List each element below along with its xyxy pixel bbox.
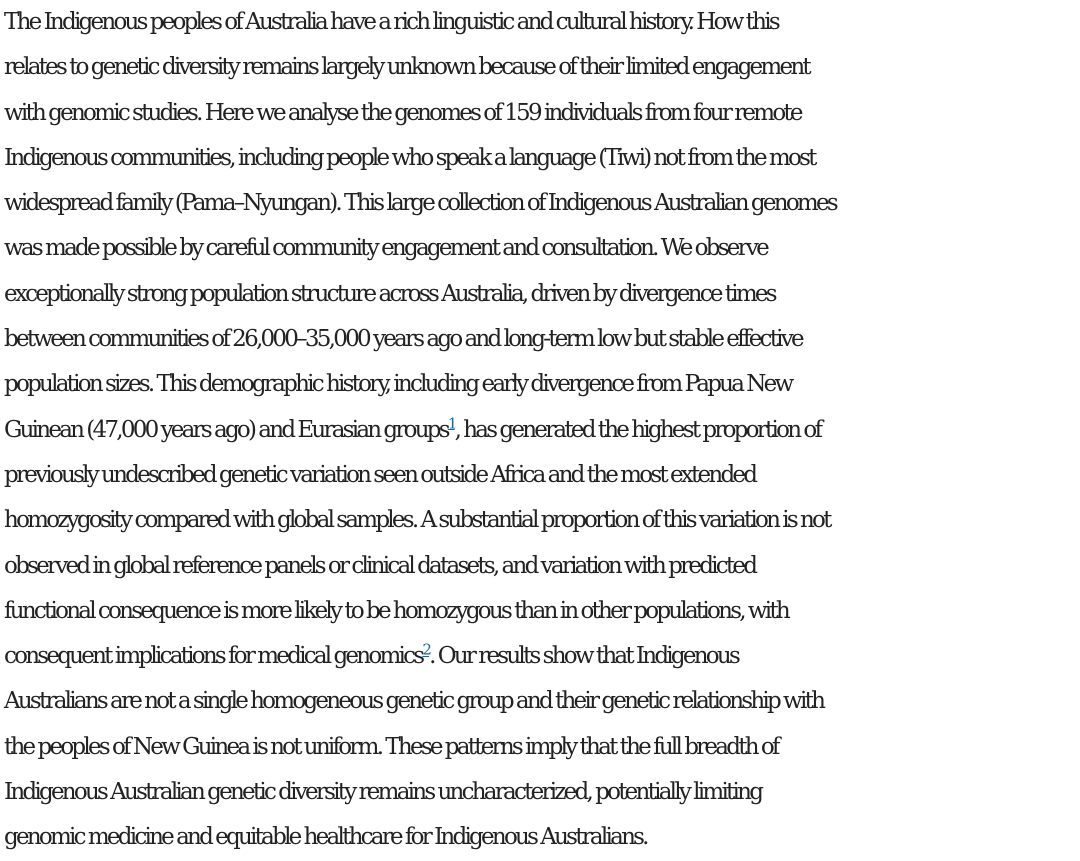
abstract-line: Indigenous Australian genetic diversity remains uncharacterized, potentially limiting — [4, 779, 762, 806]
abstract-text: . Our results show that Indigenous — [429, 643, 739, 670]
abstract-line: population sizes. This demographic history, including early divergence from Papua New — [4, 371, 792, 398]
abstract-line: The Indigenous peoples of Australia have a rich linguistic and cultural history. How this — [4, 9, 778, 35]
abstract-line: relates to genetic diversity remains largely unknown because of their limited engagement — [4, 54, 809, 81]
abstract-paragraph — [4, 0, 1080, 861]
abstract-line-with-ref — [4, 634, 1080, 679]
abstract-line: with genomic studies. Here we analyse the genomes of 159 individuals from four remote — [4, 99, 801, 126]
abstract-line: between communities of 26,000–35,000 years ago and long-term low but stable effective — [4, 326, 802, 353]
reference-link-2[interactable]: 2 — [422, 640, 430, 659]
abstract-line: Indigenous communities, including people who speak a language (Tiwi) not from the most — [4, 144, 815, 171]
abstract-line: functional consequence is more likely to be homozygous than in other populations, with — [4, 597, 788, 624]
reference-link-1[interactable]: 1 — [447, 414, 455, 433]
abstract-line: was made possible by careful community engagement and consultation. We observe — [4, 235, 767, 262]
abstract-text: Guinean (47,000 years ago) and Eurasian groups — [4, 416, 448, 443]
abstract-line: the peoples of New Guinea is not uniform. These patterns imply that the full breadth of — [4, 733, 778, 760]
abstract-line: exceptionally strong population structure across Australia, driven by divergence times — [4, 280, 775, 307]
abstract-line: Australians are not a single homogeneous genetic group and their genetic relationship with — [4, 688, 824, 715]
abstract-line: genomic medicine and equitable healthcare for Indigenous Australians. — [4, 824, 647, 851]
abstract-text: consequent implications for medical genomics — [4, 643, 423, 670]
abstract-line: widespread family (Pama–Nyungan). This large collection of Indigenous Australian genomes — [4, 190, 836, 217]
abstract-line: homozygosity compared with global samples. A substantial proportion of this variation is not — [4, 507, 830, 534]
abstract-line-with-ref — [4, 408, 1080, 453]
abstract-text: , has generated the highest proportion of — [454, 416, 821, 443]
abstract-line: observed in global reference panels or clinical datasets, and variation with predicted — [4, 552, 756, 579]
abstract-line: previously undescribed genetic variation seen outside Africa and the most extended — [4, 461, 756, 488]
